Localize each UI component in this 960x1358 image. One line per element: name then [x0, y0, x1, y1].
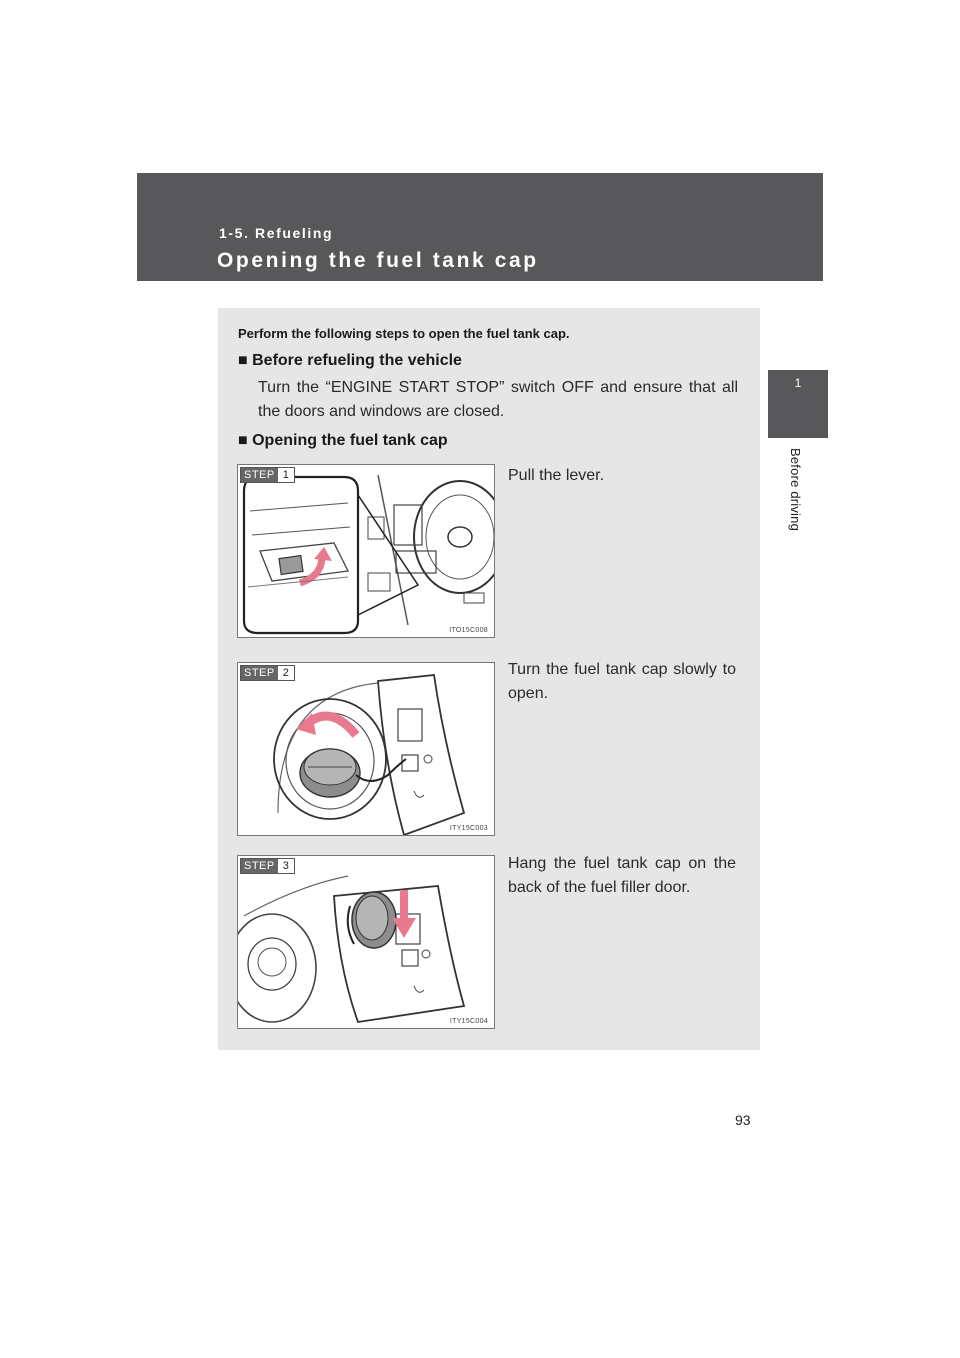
chapter-number: 1: [794, 376, 802, 390]
cap-hang-illustration: [238, 856, 494, 1028]
body-before-refueling: Turn the “ENGINE START STOP” switch OFF and ensure that all the doors and windows are closed.: [258, 379, 738, 420]
page-title: Opening the fuel tank cap: [217, 249, 539, 272]
figure-code: ITY15C003: [449, 825, 488, 832]
lever-illustration: [238, 465, 494, 637]
section-header: [137, 173, 823, 281]
figure-step-1: [237, 464, 495, 638]
figure-step-3: [237, 855, 495, 1029]
step-badge: STEP 1: [240, 467, 295, 483]
figure-step-2: [237, 662, 495, 836]
step-1-text: Pull the lever.: [508, 467, 605, 484]
step-2-text: Turn the fuel tank cap slowly to open.: [508, 661, 736, 702]
heading-before-refueling: ■ Before refueling the vehicle: [238, 352, 462, 369]
page-number: 93: [735, 1112, 751, 1128]
heading-opening-cap: ■ Opening the fuel tank cap: [238, 432, 448, 449]
figure-code: ITO15C008: [449, 627, 488, 634]
step-3-text: Hang the fuel tank cap on the back of the fuel filler door.: [508, 855, 736, 896]
content-box: [218, 308, 760, 1050]
section-label: 1-5. Refueling: [219, 225, 334, 241]
intro-text: Perform the following steps to open the fuel tank cap.: [238, 326, 570, 341]
step-badge: STEP 2: [240, 665, 295, 681]
figure-code: ITY15C004: [449, 1018, 488, 1025]
chapter-tab[interactable]: [768, 370, 828, 438]
cap-turn-illustration: [238, 663, 494, 835]
step-badge: STEP 3: [240, 858, 295, 874]
chapter-name: Before driving: [788, 448, 803, 532]
